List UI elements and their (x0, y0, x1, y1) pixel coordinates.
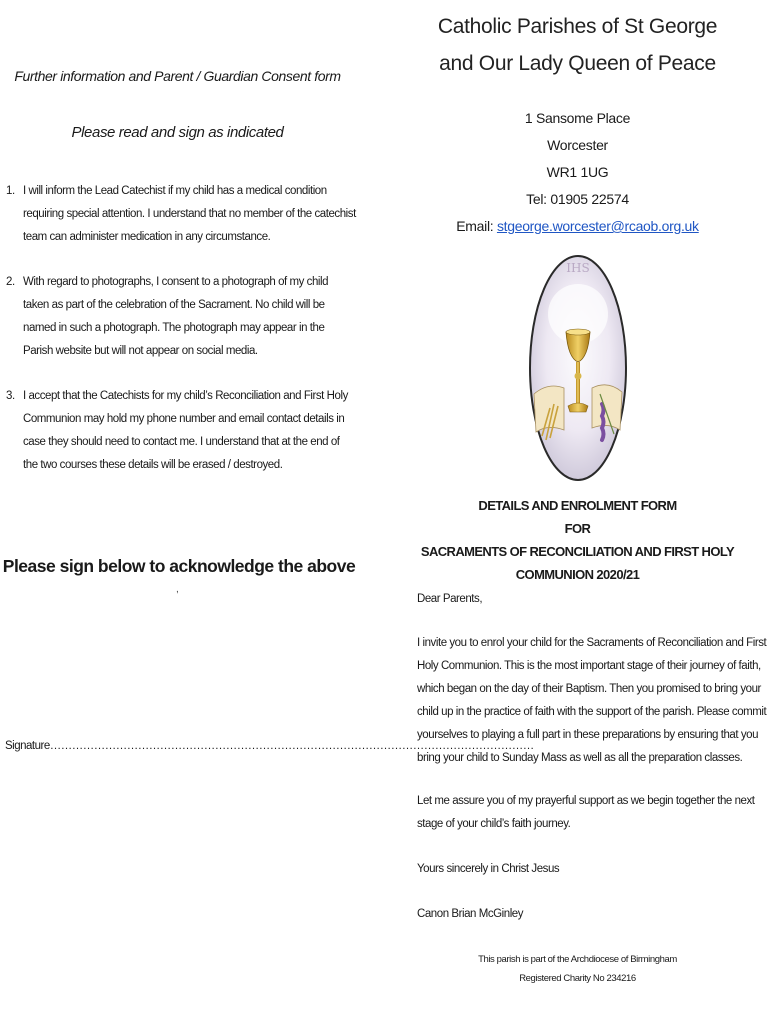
consent-item-text: With regard to photographs, I consent to a photograph of my child taken as part of the celebration of the Sacrament. No child will be named in such a photograph. The photograph may appear in the Parish website but will not appear on social media. (23, 276, 329, 357)
letter-closing: Yours sincerely in Christ Jesus (417, 863, 560, 875)
consent-item-number: 2. (6, 276, 15, 288)
letter-signoff: Canon Brian McGinley (417, 908, 524, 920)
parish-address (385, 105, 770, 240)
form-title-line-1: DETAILS AND ENROLMENT FORM (478, 498, 677, 513)
consent-item-text: I accept that the Catechists for my child’s Reconciliation and First Holy Communion may hold my phone number and email contact details in case they should need to contact me. I understand that at the end of the two courses these details will be erased / destroyed. (23, 390, 348, 471)
communion-emblem (528, 254, 628, 482)
stray-mark: , (176, 584, 179, 595)
parish-title-line-1: Catholic Parishes of St George (437, 15, 718, 38)
consent-item-text: I will inform the Lead Catechist if my child has a medical condition requiring special attention. I understand that no member of the catechist team can administer medication in any circumstance. (23, 185, 356, 243)
email-label: Email: (456, 218, 497, 234)
form-title-line-2: FOR (564, 521, 591, 536)
please-read-heading: Please read and sign as indicated (71, 124, 284, 141)
sign-instruction-heading: Please sign below to acknowledge the above (2, 556, 356, 576)
form-title-line-3: SACRAMENTS OF RECONCILIATION AND FIRST HOLY COMMUNION 2020/21 (420, 544, 735, 582)
consent-item-number: 3. (6, 390, 15, 402)
signature-line[interactable]: Signature…………………………………………………………………………………………………………………… (5, 740, 534, 752)
salutation: Dear Parents, (417, 593, 483, 605)
footer-line-1: This parish is part of the Archdiocese of Birmingham (478, 954, 677, 965)
telephone: Tel: 01905 22574 (526, 191, 629, 207)
consent-item-number: 1. (6, 185, 15, 197)
email-link[interactable]: stgeorge.worcester@rcaob.org.uk (496, 218, 699, 234)
consent-item-3 (6, 385, 356, 477)
consent-item-1 (6, 180, 356, 249)
address-line-3: WR1 1UG (546, 164, 609, 180)
footer-line-2: Registered Charity No 234216 (519, 973, 636, 984)
address-line-1: 1 Sansome Place (524, 110, 631, 126)
parish-title-line-2: and Our Lady Queen of Peace (439, 52, 716, 75)
consent-item-2 (6, 271, 356, 363)
letter-paragraph-2: Let me assure you of my prayerful support as we begin together the next stage of your child’s faith journey. (417, 795, 755, 830)
email-row (385, 213, 770, 240)
letter-paragraph-1: I invite you to enrol your child for the Sacraments of Reconciliation and First Holy Communion. This is the most important stage of their journey of faith, which began on the day of their Baptism. Then you promised to bring your child up in the practice of faith with the support of the parish. Please commit yourselves to playing a full part in these preparations by ensuring that you bring your child to Sunday Mass as well as all the preparation classes. (417, 637, 767, 764)
enrolment-panel (385, 0, 770, 1024)
parish-title (385, 8, 770, 82)
ihs-monogram: IHS (566, 261, 590, 275)
form-title (385, 494, 770, 586)
address-line-2: Worcester (547, 137, 608, 153)
further-info-heading: Further information and Parent / Guardian Consent form (14, 68, 341, 84)
charity-footer (385, 950, 770, 988)
